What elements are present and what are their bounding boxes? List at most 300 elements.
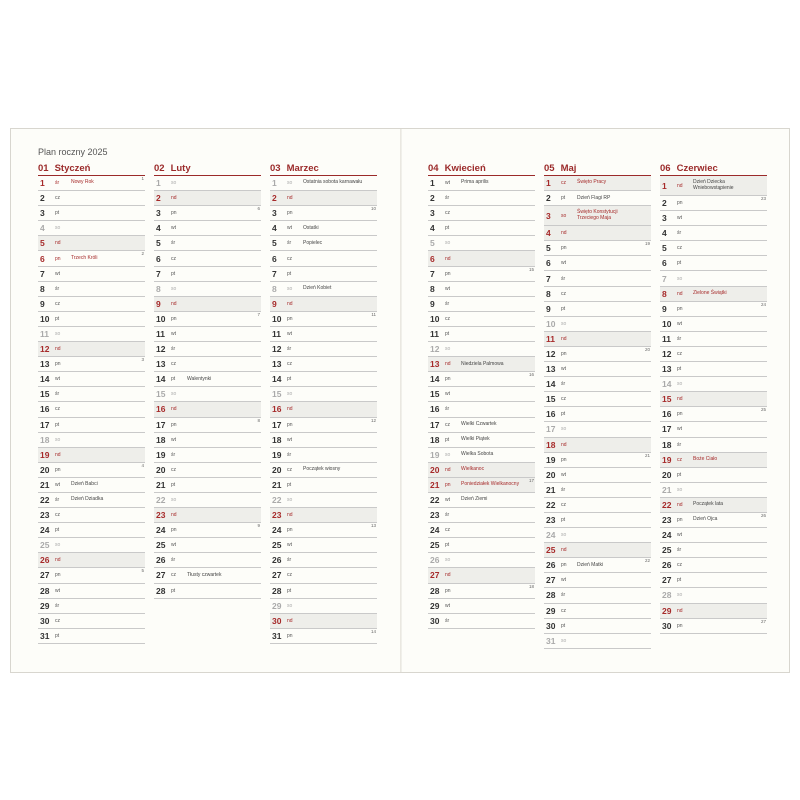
day-number: 10 — [430, 313, 440, 324]
day-number: 1 — [430, 178, 435, 189]
day-number: 27 — [546, 575, 556, 586]
weekday-abbr: pt — [287, 270, 292, 277]
day-row — [270, 478, 377, 493]
day-number: 23 — [40, 510, 50, 521]
day-number: 12 — [156, 344, 166, 355]
day-row — [544, 362, 651, 377]
day-number: 12 — [430, 344, 440, 355]
day-row — [660, 226, 767, 241]
weekday-abbr: pn — [171, 315, 177, 322]
weekday-abbr: pt — [171, 270, 176, 277]
day-list — [544, 176, 651, 649]
day-number: 24 — [430, 525, 440, 536]
weekday-abbr: so — [677, 592, 683, 599]
weekday-abbr: cz — [445, 527, 450, 534]
weekday-abbr: śr — [171, 240, 176, 247]
day-row — [428, 297, 535, 312]
day-row — [544, 619, 651, 634]
day-number: 23 — [662, 515, 672, 526]
day-row — [428, 282, 535, 297]
day-row — [154, 251, 261, 266]
weekday-abbr: wt — [561, 577, 566, 584]
day-row — [154, 478, 261, 493]
day-number: 10 — [40, 313, 50, 324]
weekday-abbr: so — [287, 497, 293, 504]
month-number: 04 — [428, 163, 439, 174]
day-row — [154, 357, 261, 372]
weekday-abbr: so — [55, 436, 61, 443]
month-column — [38, 163, 145, 644]
day-row — [660, 287, 767, 302]
day-row — [544, 377, 651, 392]
day-number: 8 — [430, 283, 435, 294]
day-row — [270, 236, 377, 251]
day-number: 28 — [40, 585, 50, 596]
day-row — [38, 357, 145, 372]
day-number: 26 — [156, 555, 166, 566]
day-row — [428, 599, 535, 614]
week-number: 27 — [760, 618, 766, 624]
day-row — [154, 342, 261, 357]
day-number: 13 — [430, 359, 440, 370]
weekday-abbr: śr — [287, 240, 292, 247]
day-row — [544, 407, 651, 422]
day-list — [428, 176, 535, 629]
weekday-abbr: so — [445, 240, 451, 247]
day-event: Nowy Rok — [71, 179, 94, 186]
weekday-abbr: cz — [445, 210, 450, 217]
weekday-abbr: wt — [677, 320, 682, 327]
weekday-abbr: nd — [287, 617, 293, 624]
day-number: 7 — [40, 268, 45, 279]
day-row — [428, 312, 535, 327]
day-number: 16 — [272, 404, 282, 415]
day-row — [544, 468, 651, 483]
weekday-abbr: pt — [677, 366, 682, 373]
weekday-abbr: cz — [55, 406, 60, 413]
day-row — [154, 221, 261, 236]
weekday-abbr: nd — [171, 512, 177, 519]
day-row — [38, 236, 145, 251]
week-number: 12 — [370, 417, 376, 423]
day-list — [270, 176, 377, 644]
day-row — [428, 448, 535, 463]
day-row — [660, 317, 767, 332]
day-row — [544, 588, 651, 603]
weekday-abbr: śr — [561, 275, 566, 282]
weekday-abbr: so — [445, 346, 451, 353]
day-row — [544, 483, 651, 498]
day-row — [154, 327, 261, 342]
day-number: 10 — [662, 318, 672, 329]
day-event: Walentynki — [187, 375, 212, 382]
weekday-abbr: pn — [171, 421, 177, 428]
weekday-abbr: śr — [561, 592, 566, 599]
week-number: 6 — [257, 206, 260, 212]
day-number: 21 — [40, 479, 50, 490]
day-row — [544, 226, 651, 241]
day-event: Tłusty czwartek — [187, 571, 222, 578]
weekday-abbr: cz — [287, 255, 292, 262]
weekday-abbr: nd — [445, 361, 451, 368]
day-number: 26 — [662, 560, 672, 571]
day-number: 11 — [272, 328, 281, 339]
day-number: 14 — [156, 374, 166, 385]
weekday-abbr: nd — [677, 501, 683, 508]
day-row — [38, 538, 145, 553]
day-event: Boże Ciało — [693, 456, 718, 463]
weekday-abbr: pt — [561, 517, 566, 524]
day-row — [270, 267, 377, 282]
weekday-abbr: wt — [171, 542, 176, 549]
week-number: 20 — [644, 346, 650, 352]
day-number: 2 — [156, 193, 161, 204]
weekday-abbr: cz — [171, 361, 176, 368]
day-row — [270, 448, 377, 463]
day-row — [270, 584, 377, 599]
day-row — [154, 553, 261, 568]
day-row — [154, 433, 261, 448]
day-row — [660, 362, 767, 377]
day-row — [154, 584, 261, 599]
day-row — [270, 297, 377, 312]
weekday-abbr: pt — [561, 411, 566, 418]
day-row — [428, 357, 535, 372]
day-number: 30 — [430, 615, 440, 626]
day-row — [38, 267, 145, 282]
day-row — [154, 297, 261, 312]
day-row — [38, 221, 145, 236]
weekday-abbr: so — [55, 330, 61, 337]
day-event: Dzień Kobiet — [303, 285, 332, 292]
day-number: 20 — [430, 464, 440, 475]
weekday-abbr: pt — [445, 542, 450, 549]
weekday-abbr: so — [287, 180, 293, 187]
day-row — [154, 463, 261, 478]
day-number: 28 — [546, 590, 556, 601]
day-number: 8 — [156, 283, 161, 294]
day-row — [270, 493, 377, 508]
month-header — [660, 163, 767, 176]
day-row — [660, 377, 767, 392]
day-row — [544, 528, 651, 543]
day-number: 25 — [272, 540, 282, 551]
day-number: 13 — [546, 364, 556, 375]
weekday-abbr: pn — [287, 632, 293, 639]
day-number: 1 — [662, 180, 667, 191]
weekday-abbr: śr — [171, 346, 176, 353]
day-number: 23 — [546, 515, 556, 526]
day-row — [270, 553, 377, 568]
weekday-abbr: nd — [287, 195, 293, 202]
day-row — [544, 543, 651, 558]
day-row — [544, 191, 651, 206]
weekday-abbr: so — [445, 451, 451, 458]
weekday-abbr: wt — [445, 180, 450, 187]
day-row — [270, 191, 377, 206]
day-number: 29 — [546, 605, 556, 616]
day-row — [38, 553, 145, 568]
day-number: 15 — [546, 394, 556, 405]
weekday-abbr: pt — [561, 622, 566, 629]
day-row — [38, 251, 145, 266]
weekday-abbr: pn — [677, 200, 683, 207]
day-number: 19 — [430, 449, 440, 460]
weekday-abbr: nd — [677, 396, 683, 403]
day-number: 17 — [662, 424, 672, 435]
day-number: 9 — [546, 303, 551, 314]
weekday-abbr: śr — [561, 486, 566, 493]
weekday-abbr: wt — [55, 587, 60, 594]
day-row — [154, 312, 261, 327]
day-number: 15 — [40, 389, 50, 400]
day-number: 6 — [272, 253, 277, 264]
day-row — [544, 347, 651, 362]
day-number: 29 — [662, 605, 672, 616]
day-number: 26 — [272, 555, 282, 566]
day-row — [154, 387, 261, 402]
weekday-abbr: nd — [677, 290, 683, 297]
weekday-abbr: pt — [55, 210, 60, 217]
day-number: 14 — [430, 374, 440, 385]
day-number: 8 — [40, 283, 45, 294]
day-number: 13 — [40, 359, 50, 370]
day-number: 2 — [662, 198, 667, 209]
day-event: Dzień Dziecka Wniebowstąpienie — [693, 179, 734, 191]
day-event: Niedziela Palmowa — [461, 360, 504, 367]
day-number: 28 — [430, 585, 440, 596]
month-column — [544, 163, 651, 649]
day-number: 18 — [156, 434, 166, 445]
weekday-abbr: wt — [287, 330, 292, 337]
day-row — [544, 438, 651, 453]
day-number: 15 — [156, 389, 166, 400]
weekday-abbr: śr — [677, 335, 682, 342]
weekday-abbr: nd — [55, 451, 61, 458]
day-number: 7 — [156, 268, 161, 279]
day-row — [660, 543, 767, 558]
day-number: 7 — [272, 268, 277, 279]
day-number: 9 — [272, 298, 277, 309]
day-event: Ostatki — [303, 224, 319, 231]
weekday-abbr: wt — [287, 436, 292, 443]
day-number: 5 — [662, 243, 667, 254]
weekday-abbr: cz — [561, 607, 566, 614]
month-column — [270, 163, 377, 644]
day-row — [38, 206, 145, 221]
day-number: 10 — [546, 318, 556, 329]
week-number: 16 — [528, 372, 534, 378]
day-row — [660, 422, 767, 437]
day-row — [428, 614, 535, 629]
day-number: 20 — [156, 464, 166, 475]
day-number: 12 — [662, 348, 672, 359]
month-number: 03 — [270, 163, 281, 174]
day-number: 3 — [40, 208, 45, 219]
weekday-abbr: cz — [287, 466, 292, 473]
day-number: 16 — [156, 404, 166, 415]
weekday-abbr: so — [171, 391, 177, 398]
week-number: 21 — [644, 452, 650, 458]
day-number: 3 — [662, 213, 667, 224]
day-row — [270, 433, 377, 448]
day-row — [660, 271, 767, 286]
month-column — [660, 163, 767, 634]
day-row — [38, 176, 145, 191]
day-number: 17 — [546, 424, 556, 435]
day-number: 1 — [40, 178, 45, 189]
day-row — [428, 478, 535, 493]
weekday-abbr: wt — [171, 436, 176, 443]
weekday-abbr: cz — [171, 466, 176, 473]
planner-spread — [10, 128, 790, 673]
day-number: 8 — [272, 283, 277, 294]
day-number: 22 — [272, 495, 282, 506]
day-number: 22 — [40, 495, 50, 506]
weekday-abbr: nd — [445, 255, 451, 262]
day-number: 22 — [546, 499, 556, 510]
week-number: 10 — [370, 206, 376, 212]
day-row — [428, 538, 535, 553]
day-row — [660, 588, 767, 603]
weekday-abbr: pn — [445, 587, 451, 594]
day-number: 16 — [662, 409, 672, 420]
day-row — [270, 342, 377, 357]
weekday-abbr: so — [171, 497, 177, 504]
weekday-abbr: pn — [677, 305, 683, 312]
weekday-abbr: so — [55, 542, 61, 549]
day-event: Dzień Ojca — [693, 516, 718, 523]
day-number: 6 — [662, 258, 667, 269]
week-number: 19 — [644, 241, 650, 247]
month-header — [544, 163, 651, 176]
weekday-abbr: nd — [561, 230, 567, 237]
day-number: 4 — [546, 228, 551, 239]
weekday-abbr: cz — [55, 195, 60, 202]
day-row — [660, 347, 767, 362]
day-row — [660, 498, 767, 513]
day-number: 12 — [272, 344, 282, 355]
day-row — [270, 282, 377, 297]
day-row — [660, 211, 767, 226]
month-name: Marzec — [286, 163, 319, 174]
week-number: 4 — [141, 462, 144, 468]
day-number: 16 — [40, 404, 50, 415]
weekday-abbr: cz — [55, 512, 60, 519]
day-number: 31 — [272, 630, 282, 641]
weekday-abbr: wt — [171, 330, 176, 337]
day-number: 23 — [156, 510, 166, 521]
day-number: 6 — [546, 258, 551, 269]
month-header — [270, 163, 377, 176]
weekday-abbr: nd — [55, 346, 61, 353]
day-number: 29 — [272, 600, 282, 611]
day-row — [428, 387, 535, 402]
day-row — [154, 568, 261, 583]
day-row — [154, 236, 261, 251]
weekday-abbr: śr — [171, 557, 176, 564]
weekday-abbr: śr — [561, 381, 566, 388]
day-number: 3 — [156, 208, 161, 219]
weekday-abbr: pn — [287, 210, 293, 217]
day-row — [428, 176, 535, 191]
day-number: 5 — [272, 238, 277, 249]
day-number: 15 — [430, 389, 440, 400]
day-row — [154, 523, 261, 538]
day-number: 9 — [156, 298, 161, 309]
weekday-abbr: pt — [171, 376, 176, 383]
day-number: 11 — [40, 328, 49, 339]
day-number: 14 — [546, 379, 556, 390]
weekday-abbr: śr — [445, 406, 450, 413]
weekday-abbr: pn — [677, 517, 683, 524]
weekday-abbr: nd — [171, 195, 177, 202]
day-row — [270, 629, 377, 644]
weekday-abbr: nd — [55, 557, 61, 564]
day-number: 4 — [272, 223, 277, 234]
day-number: 28 — [662, 590, 672, 601]
day-number: 24 — [40, 525, 50, 536]
day-event: Dzień Flagi RP — [577, 194, 611, 201]
day-row — [38, 614, 145, 629]
weekday-abbr: pt — [55, 632, 60, 639]
day-row — [660, 558, 767, 573]
week-number: 24 — [760, 301, 766, 307]
month-number: 05 — [544, 163, 555, 174]
day-list — [154, 176, 261, 599]
day-event: Dzień Matki — [577, 561, 604, 568]
day-number: 3 — [546, 210, 551, 221]
day-row — [428, 418, 535, 433]
month-name: Czerwiec — [676, 163, 718, 174]
day-number: 12 — [546, 348, 556, 359]
day-number: 25 — [430, 540, 440, 551]
day-number: 28 — [272, 585, 282, 596]
weekday-abbr: cz — [561, 290, 566, 297]
day-event: Poniedziałek Wielkanocny — [461, 481, 520, 488]
day-row — [38, 629, 145, 644]
day-number: 12 — [40, 344, 50, 355]
day-number: 27 — [40, 570, 50, 581]
weekday-abbr: śr — [55, 391, 60, 398]
weekday-abbr: so — [287, 602, 293, 609]
day-number: 24 — [272, 525, 282, 536]
weekday-abbr: pt — [171, 481, 176, 488]
day-event: Wielka Sobota — [461, 451, 494, 458]
day-number: 9 — [40, 298, 45, 309]
day-number: 4 — [430, 223, 435, 234]
day-row — [544, 206, 651, 226]
weekday-abbr: pt — [171, 587, 176, 594]
weekday-abbr: wt — [55, 376, 60, 383]
day-row — [660, 483, 767, 498]
weekday-abbr: wt — [677, 215, 682, 222]
weekday-abbr: śr — [55, 602, 60, 609]
weekday-abbr: pn — [55, 255, 61, 262]
day-row — [544, 317, 651, 332]
day-row — [428, 493, 535, 508]
weekday-abbr: pt — [561, 305, 566, 312]
month-column — [154, 163, 261, 599]
day-row — [270, 614, 377, 629]
weekday-abbr: so — [287, 391, 293, 398]
week-number: 22 — [644, 558, 650, 564]
day-row — [544, 287, 651, 302]
weekday-abbr: so — [561, 532, 567, 539]
day-number: 6 — [156, 253, 161, 264]
day-event: Dzień Ziemi — [461, 496, 488, 503]
day-list — [38, 176, 145, 644]
